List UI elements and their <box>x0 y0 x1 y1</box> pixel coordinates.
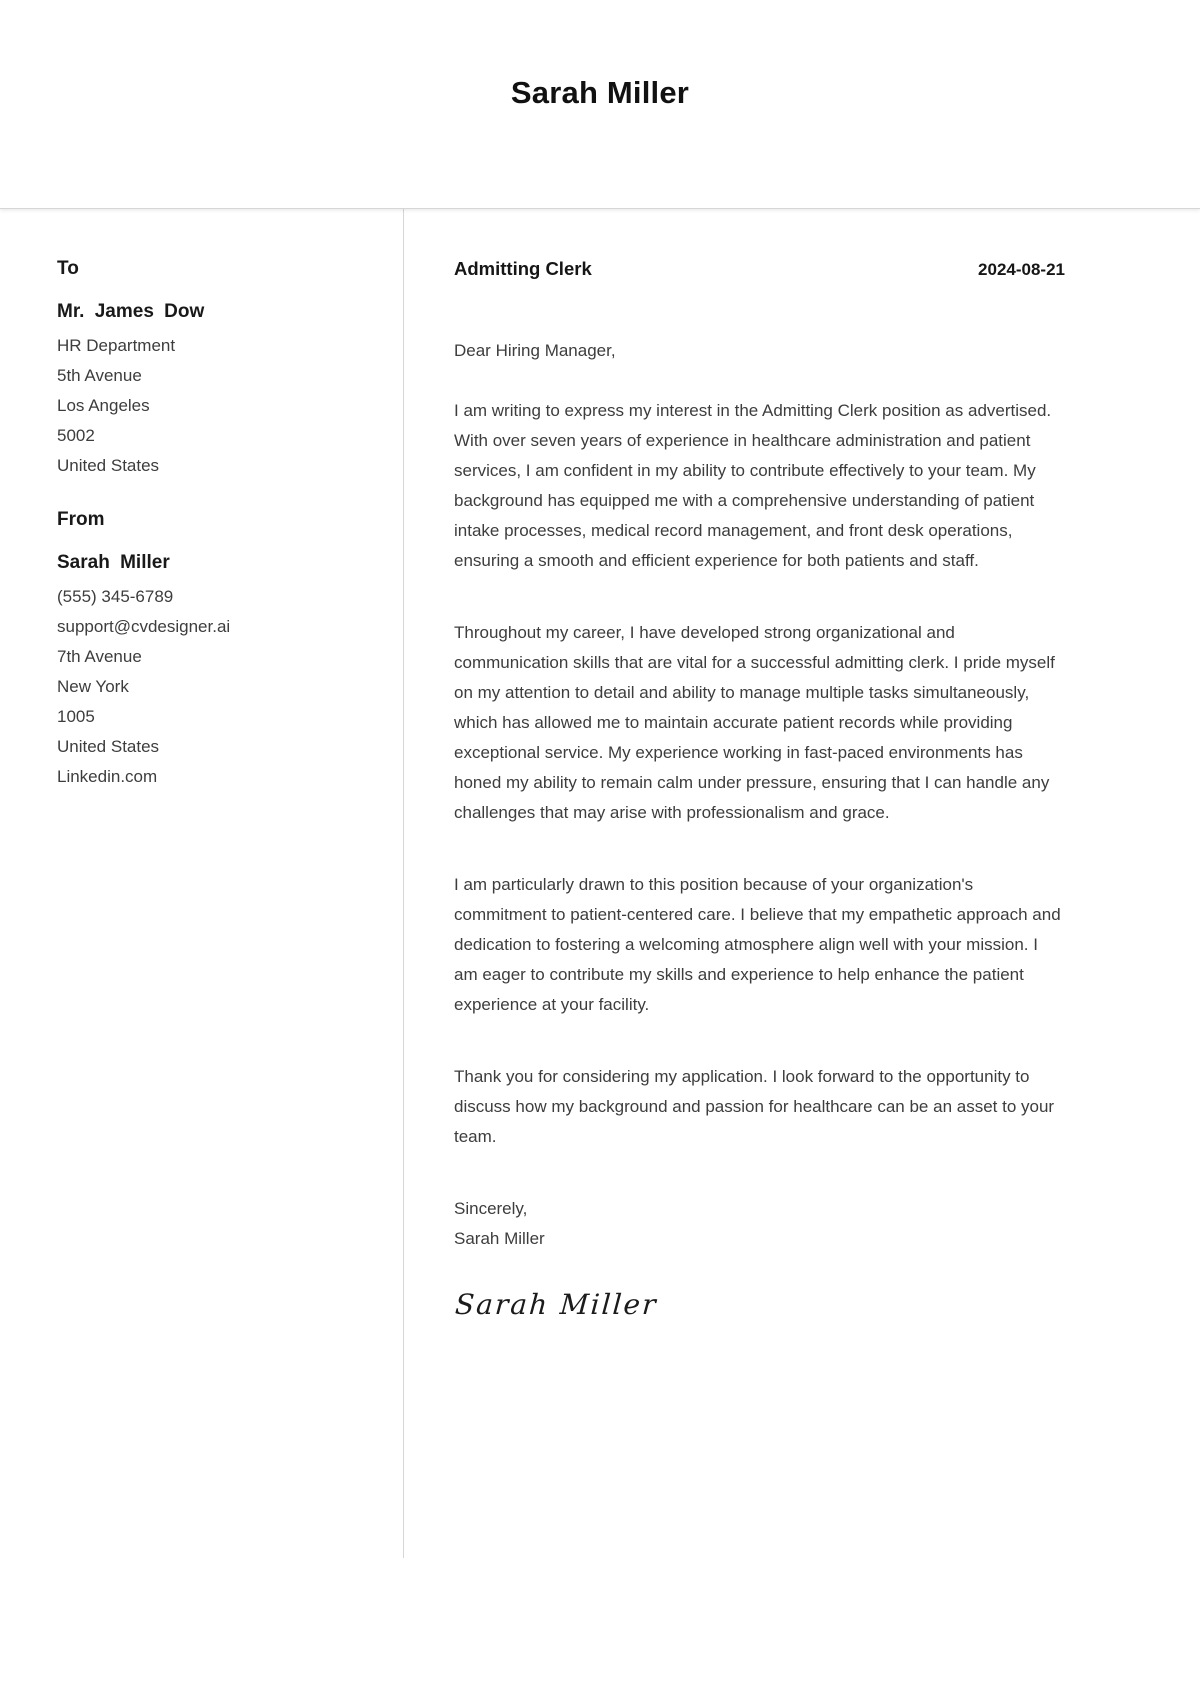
recipient-country: United States <box>57 456 160 475</box>
recipient-section <box>57 258 373 481</box>
sender-name: Sarah Miller <box>57 552 170 573</box>
to-label: To <box>57 258 79 279</box>
letter-header-row <box>454 258 1065 280</box>
sender-linkedin: Linkedin.com <box>57 767 158 786</box>
closing-block <box>454 1194 1065 1254</box>
recipient-name: Mr. James Dow <box>57 301 205 322</box>
letter-date: 2024-08-21 <box>978 260 1065 279</box>
paragraph-intro: I am writing to express my interest in the Admitting Clerk position as advertised. With over seven years of experience in healthcare administration and patient services, I am confident in my ability to contribute effectively to your team. My background has equipped me with a comprehensive understanding of patient intake processes, medical record management, and front desk operations, ensuring a smooth and efficient experience for both patients and staff. <box>454 401 1052 570</box>
recipient-department: HR Department <box>57 336 176 355</box>
sender-city: New York <box>57 677 129 696</box>
paragraph-thanks: Thank you for considering my application. I look forward to the opportunity to discuss how my background and passion for healthcare can be an asset to your team. <box>454 1067 1055 1146</box>
recipient-city: Los Angeles <box>57 396 150 415</box>
sender-phone: (555) 345-6789 <box>57 587 174 606</box>
recipient-zip: 5002 <box>57 426 95 445</box>
signature-printed-name: Sarah Miller <box>454 1229 545 1248</box>
sender-street: 7th Avenue <box>57 647 142 666</box>
paragraph-skills: Throughout my career, I have developed strong organizational and communication skills that are vital for a successful admitting clerk. I pride myself on my attention to detail and ability to manage multiple tasks simultaneously, which has allowed me to maintain accurate patient records while providing exceptional service. My experience working in fast-paced environments has honed my ability to remain calm under pressure, ensuring that I can handle any challenges that may arise with professionalism and grace. <box>454 623 1055 822</box>
sender-zip: 1005 <box>57 707 95 726</box>
sender-country: United States <box>57 737 160 756</box>
greeting: Dear Hiring Manager, <box>454 341 616 360</box>
closing-salutation: Sincerely, <box>454 1199 528 1218</box>
page-header <box>0 0 1200 209</box>
job-title: Admitting Clerk <box>454 258 592 279</box>
recipient-street: 5th Avenue <box>57 366 142 385</box>
contact-sidebar <box>0 209 403 1558</box>
letter-body <box>403 209 1200 1558</box>
sender-section <box>57 509 373 792</box>
content-area <box>0 209 1200 1558</box>
paragraph-motivation: I am particularly drawn to this position because of your organization's commitment to patient-centered care. I believe that my empathetic approach and dedication to fostering a welcoming atmosphere align well with your mission. I am eager to contribute my skills and experience to help enhance the patient experience at your facility. <box>454 875 1061 1014</box>
signature-script: Sarah Miller <box>454 1288 659 1321</box>
applicant-name-title: Sarah Miller <box>510 75 690 110</box>
sender-email: support@cvdesigner.ai <box>57 617 231 636</box>
from-label: From <box>57 509 105 530</box>
